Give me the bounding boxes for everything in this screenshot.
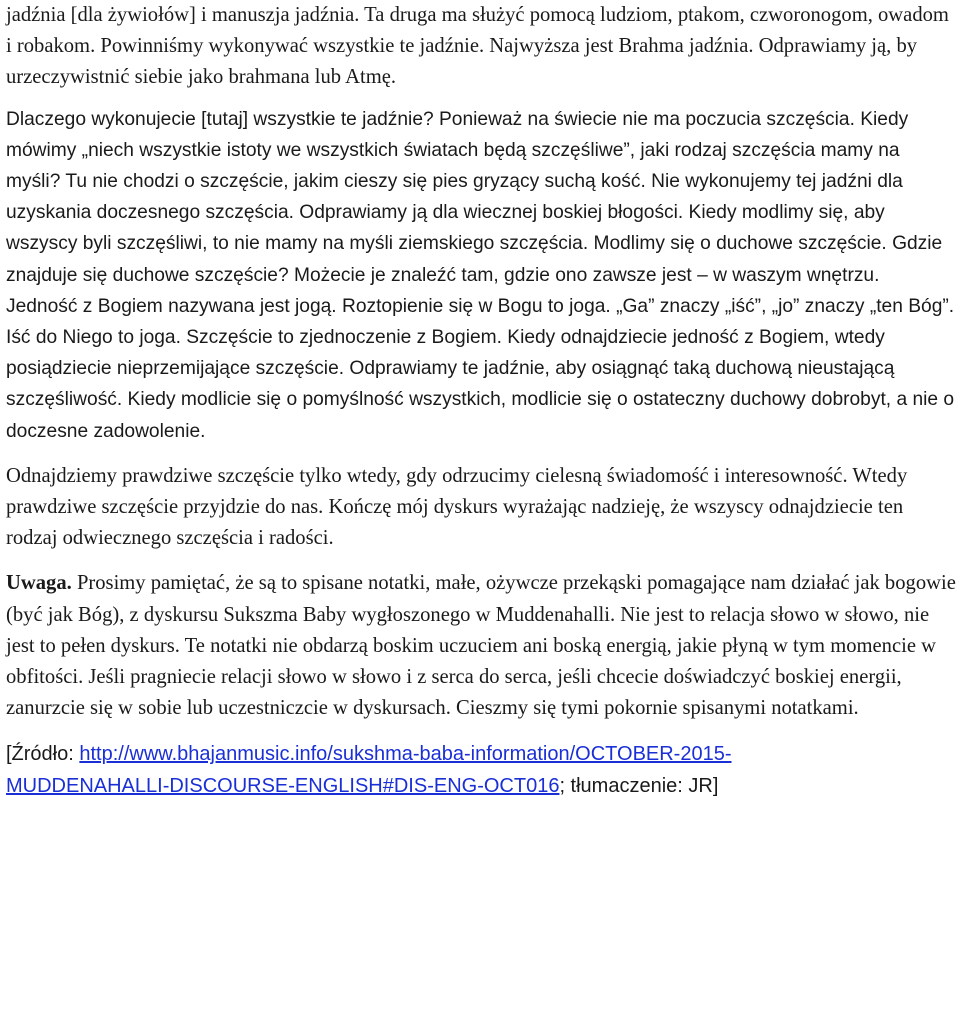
paragraph-spiritual-happiness: Dlaczego wykonujecie [tutaj] wszystkie te jadźnie? Ponieważ na świecie nie ma poczucia szczęścia. Kiedy mówimy „niech wszystkie istoty we wszystkich światach będą szczęśliwe”, jaki rodzaj szczęścia mamy na myśli? Tu nie chodzi o szczęście, jakim cieszy się pies gryzący suchą kość. Nie wykonujemy tej jadźni dla uzyskania doczesnego szczęścia. Odprawiamy ją dla wiecznej boskiej błogości. Kiedy modlimy się, aby wszyscy byli szczęśliwi, to nie mamy na myśli ziemskiego szczęścia. Modlimy się o duchowe szczęście. Gdzie znajduje się duchowe szczęście? Możecie je znaleźć tam, gdzie ono zawsze jest – w waszym wnętrzu. Jedność z Bogiem nazywana jest jogą. Roztopienie się w Bogu to joga. „Ga” znaczy „iść”, „jo” znaczy „ten Bóg”. Iść do Niego to joga. Szczęście to zjednoczenie z Bogiem. Kiedy odnajdziecie jedność z Bogiem, wtedy posiądziecie nieprzemijające szczęście. Odprawiamy te jadźnie, aby osiągnąć taką duchową nieustającą szczęśliwość. Kiedy modlicie się o pomyślność wszystkich, modlicie się o ostateczny duchowy dobrobyt, a nie o doczesne zadowolenie. [6, 108, 955, 442]
source-link-part2: MUDDENAHALLI-DISCOURSE-ENGLISH#DIS-ENG-OCT016 [6, 775, 560, 798]
source-link-part1: http://www.bhajanmusic.info/sukshma-baba-information/OCTOBER-2015- [79, 743, 732, 766]
paragraph-closing: Odnajdziemy prawdziwe szczęście tylko wtedy, gdy odrzucimy cielesną świadomość i interesowność. Wtedy prawdziwe szczęście przyjdzie do nas. Kończę mój dyskurs wyrażając nadzieję, że wszyscy odnajdziecie ten rodzaj odwiecznego szczęścia i radości. [6, 464, 908, 550]
paragraph-block-happiness [6, 104, 956, 447]
source-translation-credit: ; tłumaczenie: JR] [559, 775, 719, 798]
note-text: Prosimy pamiętać, że są to spisane notatki, małe, ożywcze przekąski pomagające nam działać jak bogowie (być jak Bóg), z dyskursu Sukszma Baby wygłoszonego w Muddenahalli. Nie jest to relacja słowo w słowo, nie jest to pełen dyskurs. Te notatki nie obdarzą boskim uczuciem ani boską energią, jakie płyną w tym momencie w obfitości. Jeśli pragniecie relacji słowo w słowo i z serca do serca, jeśli chcecie doświadczyć boskiej energii, zanurzcie się w sobie lub uczestniczcie w dyskursach. Cieszmy się tymi pokornie spisanymi notatkami. [6, 572, 956, 720]
source-label: [Źródło: [6, 743, 80, 766]
note-label: Uwaga. [6, 572, 72, 595]
document-page [6, 0, 956, 802]
paragraph-yajna-types: jadźnia [dla żywiołów] i manuszja jadźnia. Ta druga ma służyć pomocą ludziom, ptakom, czworonogom, owadom i robakom. Powinniśmy wykonywać wszystkie te jadźnie. Najwyższa jest Brahma jadźnia. Odprawiamy ją, by urzeczywistnić siebie jako brahmana lub Atmę. [6, 4, 949, 89]
source-paragraph [6, 738, 956, 802]
note-paragraph [6, 568, 956, 724]
